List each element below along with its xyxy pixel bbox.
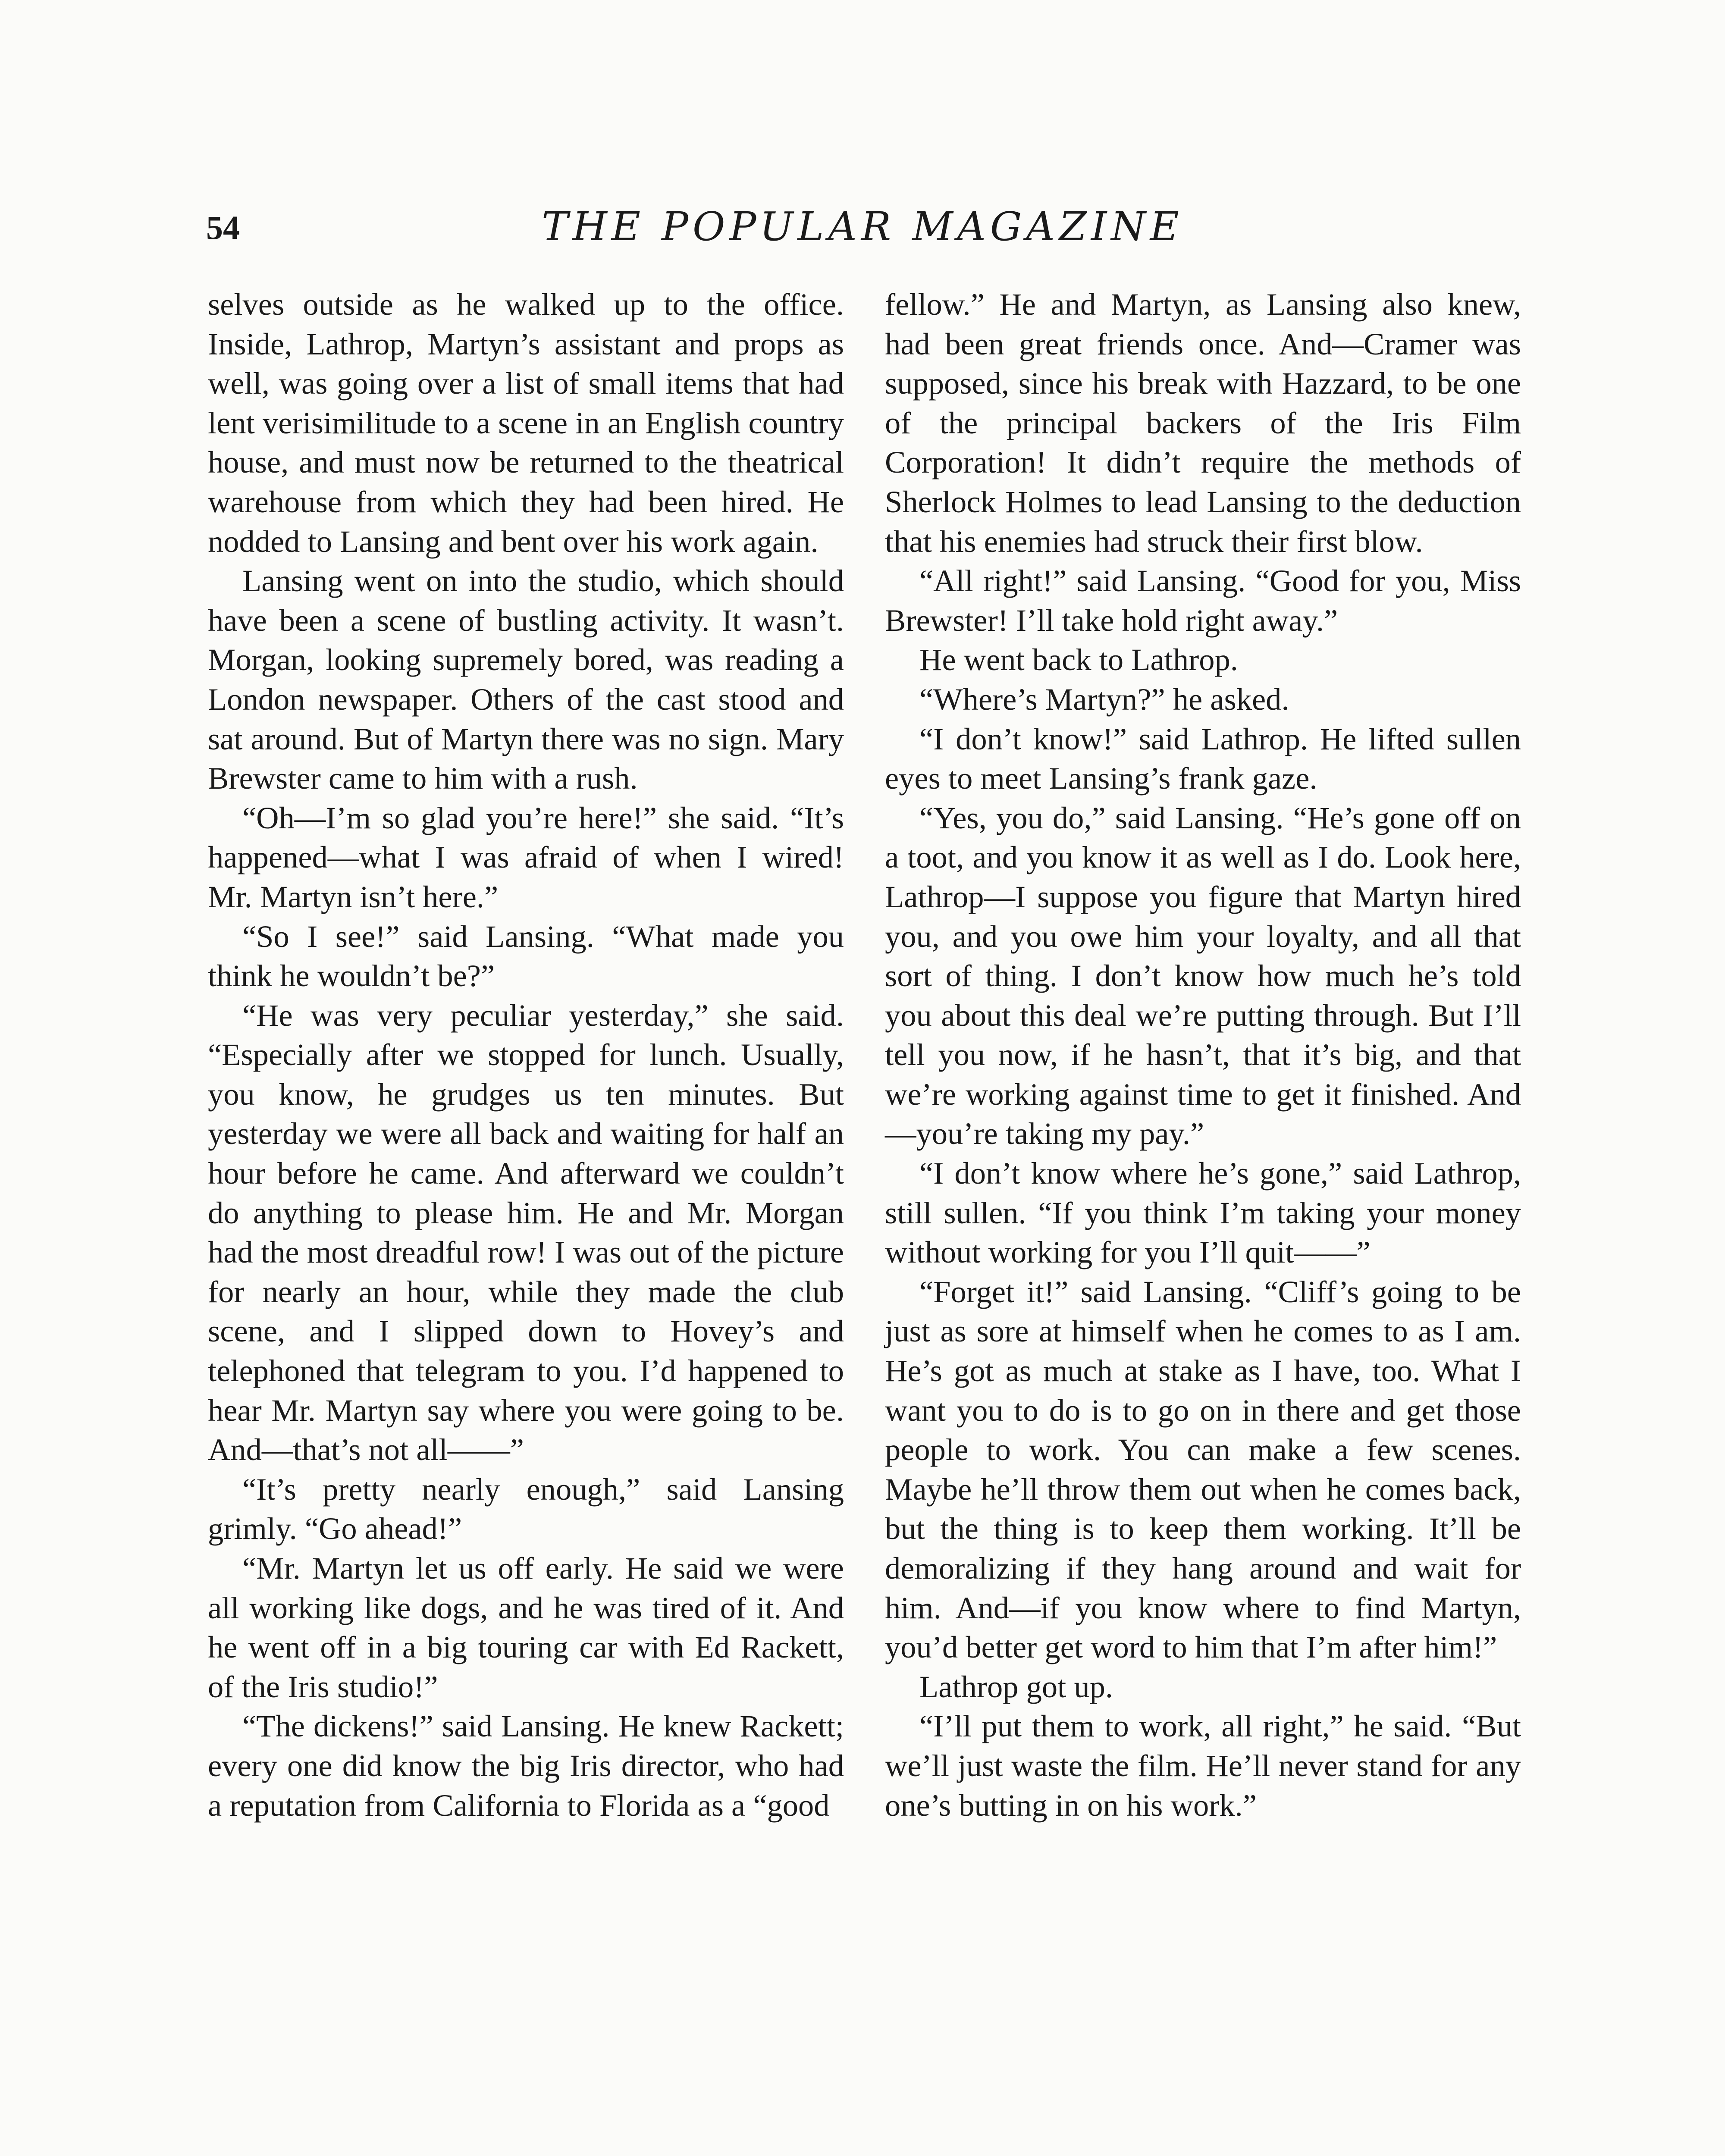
- paragraph: “So I see!” said Lansing. “What made you think he wouldn’t be?”: [208, 918, 844, 993]
- paragraph: “It’s pretty nearly enough,” said Lansing grimly. “Go ahead!”: [208, 1471, 844, 1546]
- paragraph: “Where’s Martyn?” he asked.: [919, 681, 1289, 717]
- paragraph: selves outside as he walked up to the office. Inside, Lathrop, Martyn’s assistant and props as well, was going over a list of small items that had lent verisimilitude to a scene in an English country house, and must now be returned to the theatrical warehouse from which they had been hired. He nodded to Lansing and bent over his work again.: [208, 287, 844, 559]
- paragraph: “Mr. Martyn let us off early. He said we were all working like dogs, and he was tired of it. And he went off in a big touring car with Ed Rackett, of the Iris studio!”: [208, 1551, 844, 1704]
- paragraph: Lathrop got up.: [919, 1669, 1113, 1704]
- page-number: 54: [206, 209, 240, 246]
- paragraph: He went back to Lathrop.: [919, 642, 1238, 677]
- paragraph: “I don’t know!” said Lathrop. He lifted sullen eyes to meet Lansing’s frank gaze.: [885, 721, 1521, 796]
- paragraph: fellow.” He and Martyn, as Lansing also knew, had been great friends once. And—Cramer was supposed, since his break with Hazzard, to be one of the principal backers of the Iris Film Corporation! It didn’t require the methods of Sherlock Holmes to lead Lansing to the deduction that his enemies had struck their first blow.: [885, 287, 1521, 559]
- paragraph: “Yes, you do,” said Lansing. “He’s gone off on a toot, and you know it as well as I do. Look here, Lathrop—I suppose you figure that Martyn hired you, and you owe him your loyalty, and all that sort of thing. I don’t know how much he’s told you about this deal we’re putting through. But I’ll tell you now, if he hasn’t, that it’s big, and that we’re working against time to get it finished. And—you’re taking my pay.”: [885, 800, 1521, 1151]
- text-column-right: [885, 285, 1521, 1825]
- text-column-left: [208, 285, 844, 1825]
- paragraph: “He was very peculiar yesterday,” she said. “Especially after we stopped for lunch. Usually, you know, he grudges us ten minutes. But yesterday we were all back and waiting for half an hour before he came. And afterward we couldn’t do anything to please him. He and Mr. Morgan had the most dreadful row! I was out of the picture for nearly an hour, while they made the club scene, and I slipped down to Hovey’s and telephoned that telegram to you. I’d happened to hear Mr. Martyn say where you were going to be. And—that’s not all——”: [208, 997, 844, 1467]
- paragraph: “All right!” said Lansing. “Good for you, Miss Brewster! I’ll take hold right away.”: [885, 563, 1521, 638]
- paragraph: “I don’t know where he’s gone,” said Lathrop, still sullen. “If you think I’m taking your money without working for you I’ll quit——”: [885, 1156, 1521, 1270]
- running-head: THE POPULAR MAGAZINE: [542, 204, 1183, 250]
- page-header: [0, 0, 1725, 276]
- paragraph: “Forget it!” said Lansing. “Cliff’s going to be just as sore at himself when he comes to as I am. He’s got as much at stake as I have, too. What I want you to do is to go on in there and get those people to work. You can make a few scenes. Maybe he’ll throw them out when he comes back, but the thing is to keep them working. It’ll be demoralizing if they hang around and wait for him. And—if you know where to find Martyn, you’d better get word to him that I’m after him!”: [885, 1274, 1521, 1665]
- paragraph: “Oh—I’m so glad you’re here!” she said. “It’s happened—what I was afraid of when I wired! Mr. Martyn isn’t here.”: [208, 800, 844, 914]
- paragraph: “I’ll put them to work, all right,” he said. “But we’ll just waste the film. He’ll never stand for any one’s butting in on his work.”: [885, 1708, 1521, 1823]
- paragraph: “The dickens!” said Lansing. He knew Rackett; every one did know the big Iris director, who had a reputation from California to Florida as a “good: [208, 1708, 844, 1823]
- paragraph: Lansing went on into the studio, which should have been a scene of bustling activity. It wasn’t. Morgan, looking supremely bored, was reading a London newspaper. Others of the cast stood and sat around. But of Martyn there was no sign. Mary Brewster came to him with a rush.: [208, 563, 844, 796]
